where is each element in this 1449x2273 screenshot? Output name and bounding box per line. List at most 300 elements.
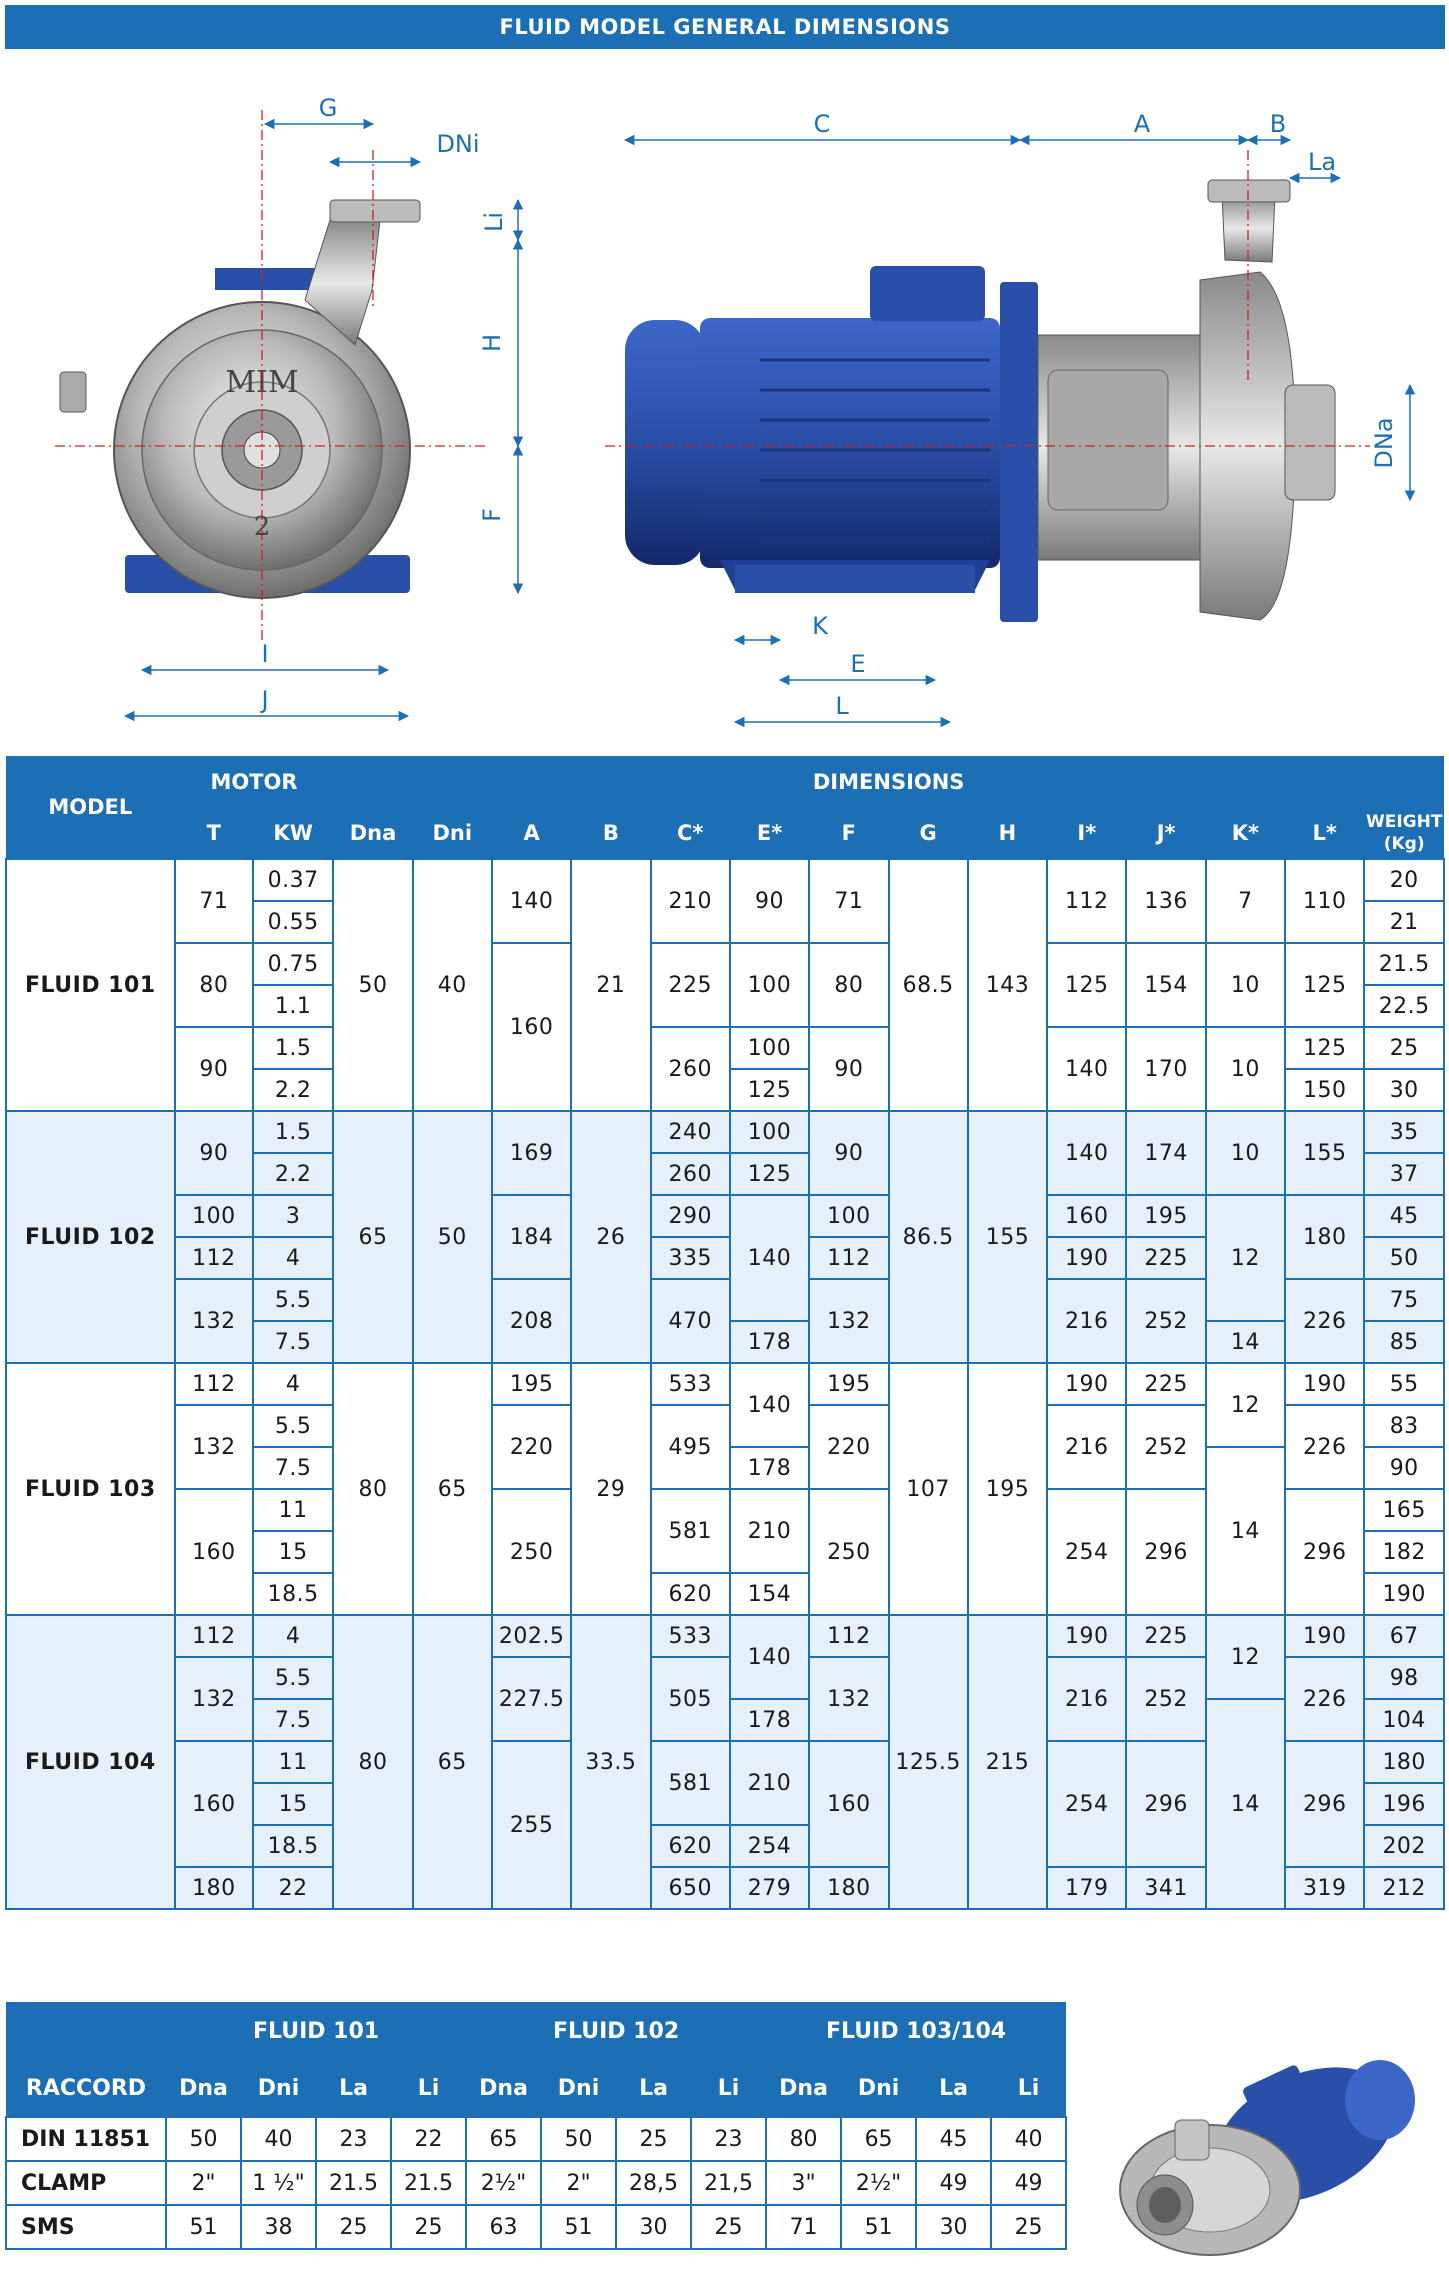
cell-k: 14 [1206,1321,1285,1363]
motor-flange [1000,282,1038,622]
cell-dni: 50 [413,1111,492,1363]
cell-w: 180 [1364,1741,1444,1783]
cell-c: 581 [651,1741,730,1825]
cell-f: 100 [809,1195,888,1237]
cell-j: 252 [1126,1657,1205,1741]
cell-w: 98 [1364,1657,1444,1699]
cell-dna: 50 [333,859,412,1111]
cell-l: 226 [1285,1405,1364,1489]
cell-e: 178 [730,1699,809,1741]
fitting-value: 25 [391,2205,466,2249]
fitting-value: 2" [541,2161,616,2205]
terminal-box [870,266,985,321]
cell-e: 100 [730,943,809,1027]
cell-e: 178 [730,1447,809,1489]
cell-kw: 1.5 [253,1111,333,1153]
front-view [60,200,420,598]
cell-w: 85 [1364,1321,1444,1363]
cell-e: 254 [730,1825,809,1867]
cell-g: 68.5 [889,859,968,1111]
fitting-value: 38 [241,2205,316,2249]
fit-subheader-la: La [316,2060,391,2117]
fitting-value: 25 [991,2205,1066,2249]
cell-e: 125 [730,1153,809,1195]
col-header-kw: KW [253,808,333,859]
cell-j: 225 [1126,1363,1205,1405]
col-header-weight [1364,808,1444,859]
table-row [6,1363,1444,1405]
cell-kw: 2.2 [253,1153,333,1195]
table-row [6,1195,1444,1237]
cell-t: 160 [175,1741,253,1867]
cell-c: 260 [651,1153,730,1195]
cell-w: 202 [1364,1825,1444,1867]
side-base [735,565,975,593]
fitting-value: 22 [391,2117,466,2161]
fitting-value: 25 [316,2205,391,2249]
cell-t: 132 [175,1657,253,1741]
cell-k: 12 [1206,1195,1285,1321]
cell-h: 143 [968,859,1047,1111]
side-view [625,180,1335,622]
cell-i: 216 [1047,1405,1126,1489]
cell-dna: 80 [333,1615,412,1909]
cell-model: FLUID 104 [6,1615,175,1909]
cell-w: 75 [1364,1279,1444,1321]
cell-a: 184 [492,1195,571,1279]
cell-f: 180 [809,1867,888,1909]
fitting-name: DIN 11851 [6,2117,166,2161]
cell-a: 169 [492,1111,571,1195]
fitting-name: CLAMP [6,2161,166,2205]
cell-e: 100 [730,1111,809,1153]
page-header [5,5,1445,49]
cell-k: 10 [1206,1111,1285,1195]
fitting-value: 50 [541,2117,616,2161]
cell-j: 136 [1126,859,1205,943]
fitting-name: SMS [6,2205,166,2249]
dim-label-h: H [478,333,506,353]
cell-a: 250 [492,1489,571,1615]
cell-i: 216 [1047,1279,1126,1363]
cell-j: 225 [1126,1615,1205,1657]
group-fluid-103 [6,1363,1444,1615]
side-inlet-flange [1208,180,1290,202]
col-header-i: I* [1047,808,1126,859]
fitting-value: 28,5 [616,2161,691,2205]
cell-i: 112 [1047,859,1126,943]
dim-label-dna: DNa [1370,417,1398,469]
cell-c: 260 [651,1027,730,1111]
cell-k: 14 [1206,1699,1285,1909]
fit-subheader-la: La [916,2060,991,2117]
cell-i: 140 [1047,1027,1126,1111]
cell-g: 86.5 [889,1111,968,1363]
cell-c: 470 [651,1279,730,1363]
cell-c: 581 [651,1489,730,1573]
cell-kw: 7.5 [253,1447,333,1489]
cell-dna: 80 [333,1363,412,1615]
col-header-e: E* [730,808,809,859]
weight-unit: (Kg) [1383,834,1425,854]
casing-number: 2 [253,512,271,542]
cell-kw: 1.1 [253,985,333,1027]
fitting-value: 51 [166,2205,241,2249]
cell-kw: 11 [253,1489,333,1531]
table-row [6,859,1444,901]
front-inlet-flange [330,200,420,222]
cell-b: 29 [571,1363,650,1615]
col-header-dna: Dna [333,808,412,859]
cell-e: 140 [730,1195,809,1321]
cell-kw: 18.5 [253,1573,333,1615]
dimension-drawing [0,60,1449,740]
col-header-k: K* [1206,808,1285,859]
cell-k: 10 [1206,943,1285,1027]
cell-f: 112 [809,1237,888,1279]
cell-k: 12 [1206,1615,1285,1699]
col-header-model: MODEL [6,756,175,859]
table-row [6,1615,1444,1657]
cell-a: 195 [492,1363,571,1405]
cell-k: 12 [1206,1363,1285,1447]
cell-t: 160 [175,1489,253,1615]
cell-f: 80 [809,943,888,1027]
fitting-value: 21,5 [691,2161,766,2205]
cell-kw: 18.5 [253,1825,333,1867]
cell-e: 140 [730,1615,809,1699]
fitting-value: 2½" [841,2161,916,2205]
fitting-value: 25 [616,2117,691,2161]
cell-j: 252 [1126,1405,1205,1489]
cell-t: 90 [175,1027,253,1111]
cell-j: 296 [1126,1489,1205,1615]
dim-label-k: K [812,612,828,640]
cell-l: 226 [1285,1279,1364,1363]
fit-subheader-la: La [616,2060,691,2117]
cell-t: 71 [175,859,253,943]
casing-logo: MIM [225,365,299,400]
cell-c: 210 [651,859,730,943]
motor-fan-cover [625,320,705,565]
fit-subheader-li: Li [691,2060,766,2117]
cell-a: 227.5 [492,1657,571,1741]
col-header-f: F [809,808,888,859]
cell-c: 505 [651,1657,730,1741]
cell-f: 220 [809,1405,888,1489]
cell-w: 196 [1364,1783,1444,1825]
cell-e: 178 [730,1321,809,1363]
cell-a: 255 [492,1741,571,1909]
cell-w: 67 [1364,1615,1444,1657]
cell-k: 7 [1206,859,1285,943]
fitting-value: 23 [316,2117,391,2161]
dim-label-l: L [835,692,849,720]
cell-kw: 5.5 [253,1657,333,1699]
cell-c: 225 [651,943,730,1027]
dimensions-table [5,756,1445,1910]
cell-dni: 40 [413,859,492,1111]
cell-c: 533 [651,1363,730,1405]
cell-f: 160 [809,1741,888,1867]
dim-label-g: G [318,94,338,122]
dim-label-dni: DNi [436,130,480,158]
cell-c: 533 [651,1615,730,1657]
cell-w: 25 [1364,1027,1444,1069]
fit-header-raccord: RACCORD [6,2060,166,2117]
cell-w: 21.5 [1364,943,1444,985]
cell-model: FLUID 102 [6,1111,175,1363]
cell-e: 279 [730,1867,809,1909]
cell-w: 45 [1364,1195,1444,1237]
cell-f: 195 [809,1363,888,1405]
cell-b: 26 [571,1111,650,1363]
cell-dni: 65 [413,1363,492,1615]
cell-a: 160 [492,943,571,1111]
fit-subheader-dna: Dna [766,2060,841,2117]
dim-label-b: B [1269,110,1287,138]
cell-t: 112 [175,1237,253,1279]
cell-w: 182 [1364,1531,1444,1573]
cell-e: 210 [730,1489,809,1573]
dim-label-f: F [478,508,506,522]
cell-kw: 2.2 [253,1069,333,1111]
front-motor-top [215,268,315,290]
cell-h: 155 [968,1111,1047,1363]
fitting-value: 2½" [466,2161,541,2205]
fit-subheader-dni: Dni [841,2060,916,2117]
fitting-value: 71 [766,2205,841,2249]
fitting-value: 30 [916,2205,991,2249]
cell-t: 112 [175,1615,253,1657]
cell-kw: 3 [253,1195,333,1237]
cell-c: 620 [651,1825,730,1867]
pump-illustration [1095,2055,1440,2265]
fittings-row [6,2117,1066,2161]
cell-w: 37 [1364,1153,1444,1195]
cell-a: 208 [492,1279,571,1363]
cell-w: 165 [1364,1489,1444,1531]
cell-kw: 0.55 [253,901,333,943]
cell-h: 215 [968,1615,1047,1909]
cell-e: 90 [730,859,809,943]
col-header-b: B [571,808,650,859]
fitting-value: 23 [691,2117,766,2161]
col-header-t: T [175,808,253,859]
col-header-g: G [889,808,968,859]
cell-f: 250 [809,1489,888,1615]
fitting-value: 30 [616,2205,691,2249]
cell-c: 290 [651,1195,730,1237]
group-fluid-102 [6,1111,1444,1363]
col-header-j: J* [1126,808,1205,859]
fit-subheader-li: Li [391,2060,466,2117]
cell-j: 341 [1126,1867,1205,1909]
cell-e: 140 [730,1363,809,1447]
fit-header-spacer [6,2002,166,2060]
page-title: FLUID MODEL GENERAL DIMENSIONS [499,15,951,39]
fittings-row [6,2161,1066,2205]
group-fluid-101 [6,859,1444,1111]
cell-t: 100 [175,1195,253,1237]
cell-t: 90 [175,1111,253,1195]
cell-i: 190 [1047,1237,1126,1279]
cell-l: 110 [1285,859,1364,943]
cell-t: 132 [175,1279,253,1363]
fit-group-102: FLUID 102 [466,2002,766,2060]
col-header-h: H [968,808,1047,859]
cell-w: 30 [1364,1069,1444,1111]
table-row [6,943,1444,985]
col-header-a: A [492,808,571,859]
cell-j: 170 [1126,1027,1205,1111]
fittings-row [6,2205,1066,2249]
cell-c: 335 [651,1237,730,1279]
cell-b: 33.5 [571,1615,650,1909]
fitting-value: 65 [841,2117,916,2161]
cell-kw: 15 [253,1783,333,1825]
cell-i: 160 [1047,1195,1126,1237]
fit-subheader-dni: Dni [541,2060,616,2117]
cell-w: 104 [1364,1699,1444,1741]
dim-label-i: I [261,640,269,668]
dim-label-c: C [813,110,831,138]
cell-j: 296 [1126,1741,1205,1867]
dim-label-e: E [850,650,866,678]
cell-kw: 7.5 [253,1699,333,1741]
cell-t: 112 [175,1363,253,1405]
fitting-value: 2" [166,2161,241,2205]
fit-subheader-dna: Dna [466,2060,541,2117]
cell-w: 35 [1364,1111,1444,1153]
col-header-c: C* [651,808,730,859]
cell-i: 190 [1047,1615,1126,1657]
cell-f: 90 [809,1111,888,1195]
cell-j: 174 [1126,1111,1205,1195]
weight-label: WEIGHT [1365,811,1443,832]
cell-k: 14 [1206,1447,1285,1615]
cell-i: 140 [1047,1111,1126,1195]
fit-group-103-104: FLUID 103/104 [766,2002,1066,2060]
fit-group-101: FLUID 101 [166,2002,466,2060]
cell-e: 125 [730,1069,809,1111]
cell-dni: 65 [413,1615,492,1909]
fitting-value: 25 [691,2205,766,2249]
fitting-value: 1 ½" [241,2161,316,2205]
cell-kw: 5.5 [253,1279,333,1321]
fitting-value: 45 [916,2117,991,2161]
cell-h: 195 [968,1363,1047,1615]
col-header-motor: MOTOR [175,756,334,808]
col-header-dni: Dni [413,808,492,859]
cell-j: 195 [1126,1195,1205,1237]
cell-g: 125.5 [889,1615,968,1909]
cell-dna: 65 [333,1111,412,1363]
dim-label-j: J [261,686,269,714]
dim-label-a: A [1133,110,1151,138]
group-fluid-104 [6,1615,1444,1909]
cell-w: 90 [1364,1447,1444,1489]
table-row [6,1027,1444,1069]
fit-subheader-li: Li [991,2060,1066,2117]
dim-label-la: La [1307,148,1337,176]
fitting-value: 40 [241,2117,316,2161]
cell-g: 107 [889,1363,968,1615]
cell-l: 125 [1285,1027,1364,1069]
cell-k: 10 [1206,1027,1285,1111]
cell-a: 140 [492,859,571,943]
cell-model: FLUID 103 [6,1363,175,1615]
cell-e: 210 [730,1741,809,1825]
cell-c: 495 [651,1405,730,1489]
fitting-value: 49 [991,2161,1066,2205]
cell-l: 180 [1285,1195,1364,1279]
cell-kw: 15 [253,1531,333,1573]
cell-c: 620 [651,1573,730,1615]
fitting-value: 21.5 [316,2161,391,2205]
cell-t: 80 [175,943,253,1027]
col-header-l: L* [1285,808,1364,859]
cell-a: 202.5 [492,1615,571,1657]
cell-b: 21 [571,859,650,1111]
cell-model: FLUID 101 [6,859,175,1111]
table-row [6,1111,1444,1153]
fitting-value: 21.5 [391,2161,466,2205]
fitting-value: 3" [766,2161,841,2205]
cell-l: 125 [1285,943,1364,1027]
cell-t: 180 [175,1867,253,1909]
cell-i: 190 [1047,1363,1126,1405]
fittings-body [6,2117,1066,2249]
fit-subheader-dna: Dna [166,2060,241,2117]
cell-l: 296 [1285,1489,1364,1615]
cell-l: 226 [1285,1657,1364,1741]
cell-l: 190 [1285,1615,1364,1657]
cell-kw: 0.75 [253,943,333,985]
dim-label-li: Li [480,211,508,233]
cell-kw: 5.5 [253,1405,333,1447]
cell-l: 155 [1285,1111,1364,1195]
cell-l: 296 [1285,1741,1364,1867]
fitting-value: 51 [541,2205,616,2249]
cell-t: 132 [175,1405,253,1489]
cell-w: 55 [1364,1363,1444,1405]
cell-f: 71 [809,859,888,943]
col-header-dimensions: DIMENSIONS [333,756,1444,808]
cell-e: 154 [730,1573,809,1615]
cell-w: 190 [1364,1573,1444,1615]
fitting-value: 40 [991,2117,1066,2161]
cell-kw: 4 [253,1615,333,1657]
cell-f: 112 [809,1615,888,1657]
cell-kw: 4 [253,1237,333,1279]
cell-l: 150 [1285,1069,1364,1111]
cell-w: 22.5 [1364,985,1444,1027]
cell-i: 216 [1047,1657,1126,1741]
side-outlet-flange [1285,385,1335,500]
cell-kw: 22 [253,1867,333,1909]
fitting-value: 49 [916,2161,991,2205]
fittings-table [5,2002,1067,2250]
cell-f: 132 [809,1657,888,1741]
cell-j: 225 [1126,1237,1205,1279]
cell-w: 21 [1364,901,1444,943]
cell-a: 220 [492,1405,571,1489]
cell-f: 132 [809,1279,888,1363]
cell-kw: 7.5 [253,1321,333,1363]
cell-kw: 11 [253,1741,333,1783]
fitting-value: 51 [841,2205,916,2249]
